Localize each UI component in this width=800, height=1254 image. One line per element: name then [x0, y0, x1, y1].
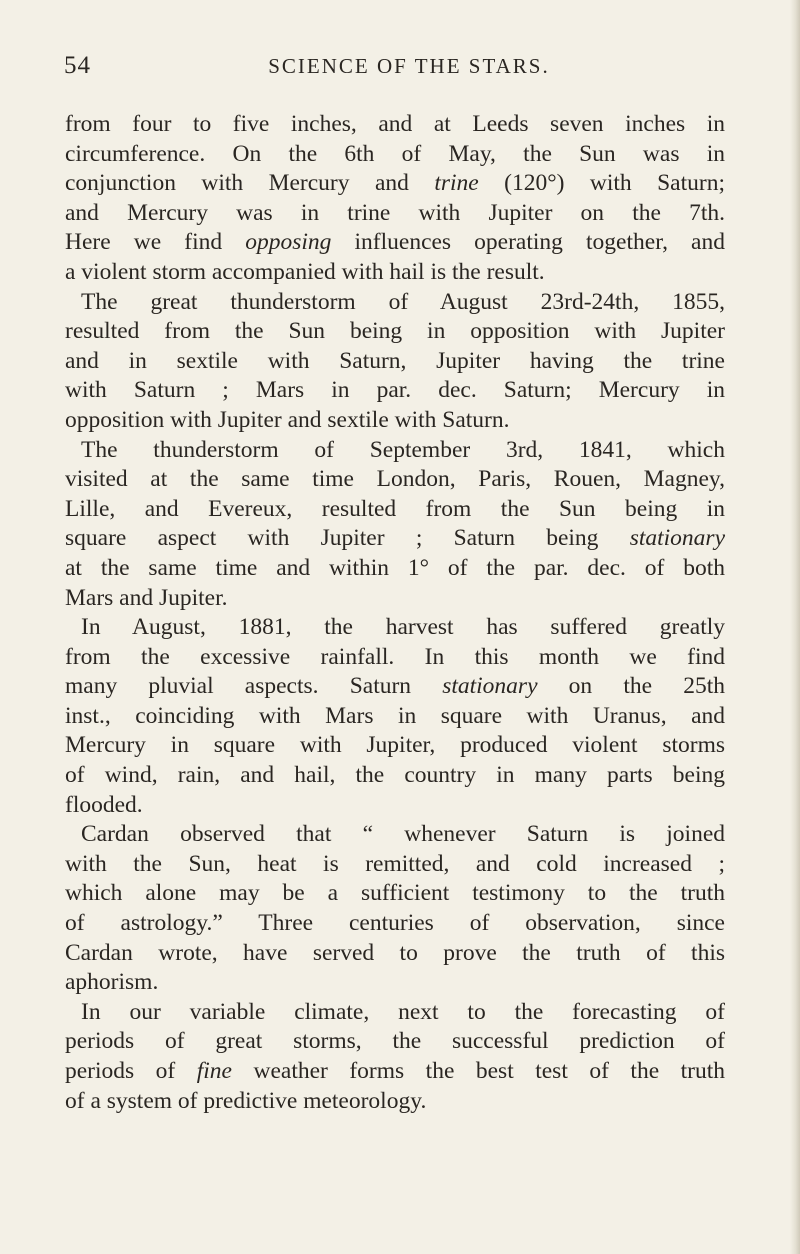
text-line: flooded. [65, 791, 143, 818]
text-line: Lille, and Evereux, resulted from the Sun being in [65, 495, 725, 522]
page-number: 54 [64, 52, 91, 79]
paragraph-start: In our variable climate, next to the forecasting of [81, 998, 725, 1025]
paragraph-start: The thunderstorm of September 3rd, 1841, which [81, 436, 725, 463]
text-run: (120°) with Saturn; [478, 170, 725, 197]
text-line: of astrology.” Three centuries of observation, since [65, 910, 725, 937]
italic-run: opposing [245, 229, 332, 256]
text-run: Here we find [65, 229, 246, 256]
text-line: of a system of predictive meteorology. [65, 1087, 427, 1114]
page-header [64, 52, 724, 82]
page-edge-shadow [790, 0, 800, 1254]
text-line: aphorism. [65, 969, 159, 996]
text-line [65, 1057, 725, 1087]
text-line: opposition with Jupiter and sextile with Saturn. [65, 406, 510, 433]
text-line: circumference. On the 6th of May, the Sun was in [65, 140, 725, 167]
text-line: Mars and Jupiter. [65, 584, 228, 611]
text-line [65, 228, 725, 258]
text-run: periods of [65, 1058, 197, 1084]
italic-run: trine [434, 170, 479, 197]
text-run: influences operating together, and [331, 229, 725, 256]
text-run: on the 25th [537, 673, 725, 700]
text-line: with the Sun, heat is remitted, and cold increased ; [65, 850, 725, 877]
text-line: at the same time and within 1° of the par. dec. of both [65, 554, 725, 581]
body-text [65, 110, 725, 1116]
text-run: square aspect with Jupiter ; Saturn being [65, 525, 630, 552]
paragraph-start: In August, 1881, the harvest has suffered greatly [81, 614, 725, 641]
text-line: and Mercury was in trine with Jupiter on the 7th. [65, 199, 725, 226]
text-line [65, 524, 725, 554]
text-line: visited at the same time London, Paris, Rouen, Magney, [65, 466, 725, 493]
text-run: many pluvial aspects. Saturn [65, 673, 443, 700]
text-line: Mercury in square with Jupiter, produced violent storms [65, 732, 725, 759]
paragraph-start: The great thunderstorm of August 23rd-24th, 1855, [81, 288, 725, 315]
text-line: from four to five inches, and at Leeds seven inches in [65, 111, 725, 137]
italic-run: fine [196, 1058, 232, 1084]
text-line: periods of great storms, the successful prediction of [65, 1028, 725, 1055]
paragraph-start: Cardan observed that “ whenever Saturn is joined [81, 821, 725, 848]
text-line: and in sextile with Saturn, Jupiter having the trine [65, 347, 725, 374]
text-run: conjunction with Mercury and [65, 170, 435, 197]
text-line: of wind, rain, and hail, the country in many parts being [65, 762, 725, 789]
text-line: a violent storm accompanied with hail is the result. [65, 258, 545, 285]
text-run: weather forms the best test of the truth [232, 1058, 725, 1084]
text-line: from the excessive rainfall. In this month we find [65, 643, 725, 670]
text-line [65, 169, 725, 199]
text-line: resulted from the Sun being in opposition with Jupiter [65, 318, 725, 345]
text-line: which alone may be a sufficient testimony to the truth [65, 880, 725, 907]
text-line: with Saturn ; Mars in par. dec. Saturn; Mercury in [65, 377, 725, 404]
text-line: Cardan wrote, have served to prove the truth of this [65, 939, 725, 966]
text-line: inst., coinciding with Mars in square with Uranus, and [65, 702, 725, 729]
text-line [65, 672, 725, 702]
running-title: SCIENCE OF THE STARS. [268, 54, 550, 78]
italic-run: stationary [442, 673, 538, 700]
italic-run: stationary [629, 525, 725, 552]
